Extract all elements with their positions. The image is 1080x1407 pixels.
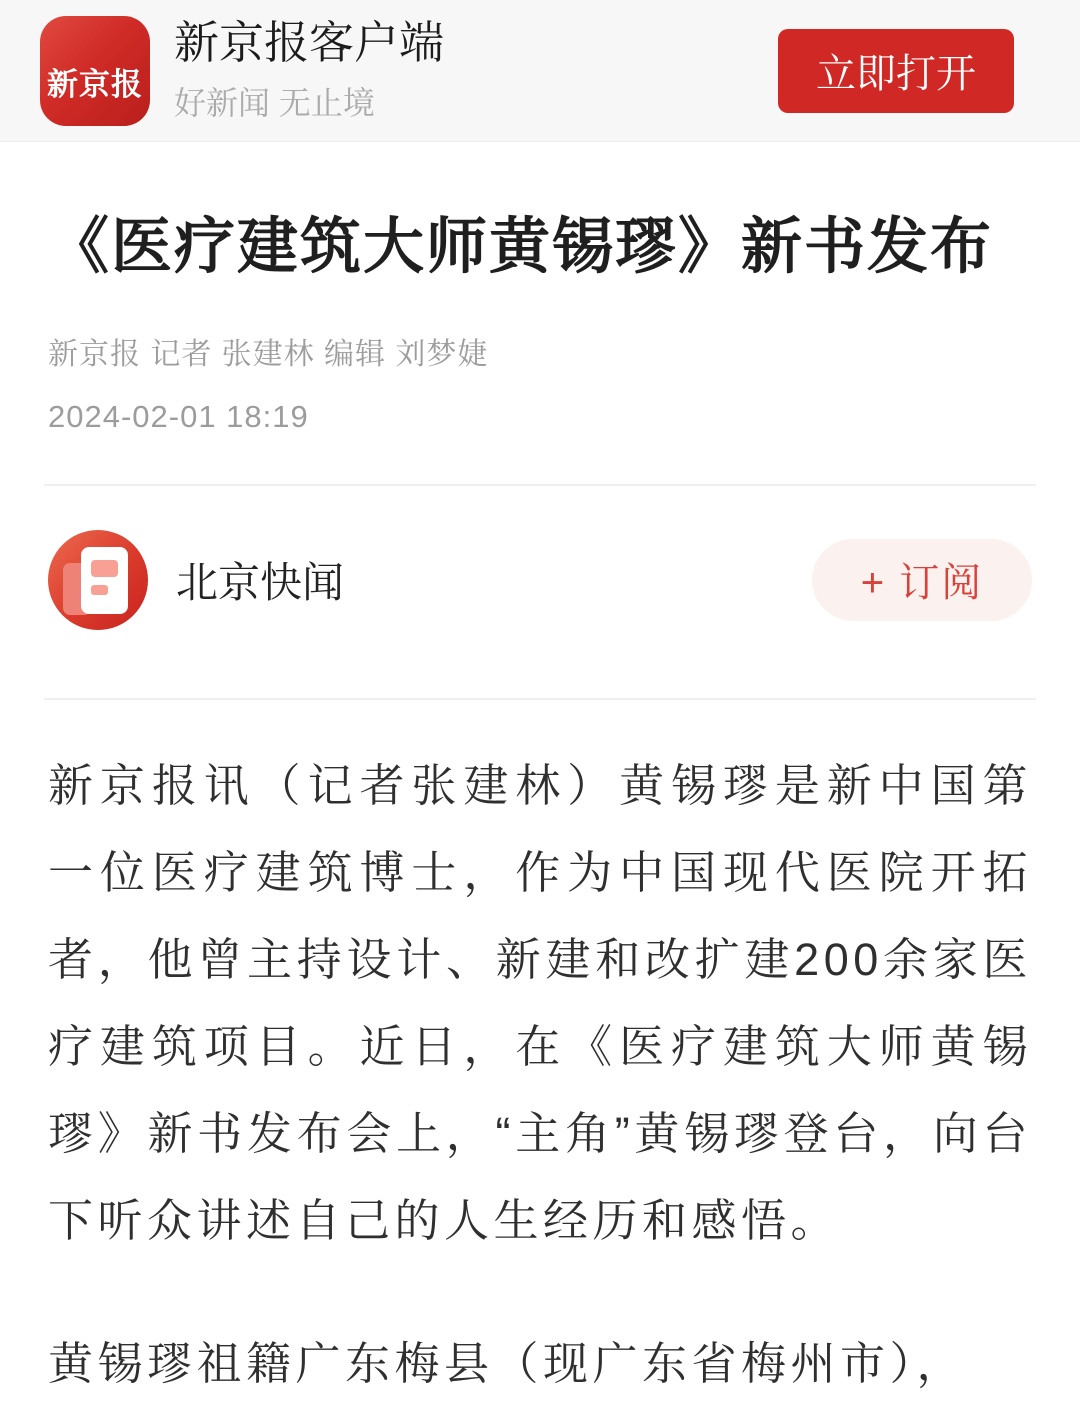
channel-row[interactable]	[48, 530, 1032, 630]
divider	[44, 484, 1036, 486]
open-app-button[interactable]: 立即打开	[778, 29, 1014, 113]
article-datetime: 2024-02-01 18:19	[48, 398, 309, 434]
article-byline: 新京报 记者 张建林 编辑 刘梦婕	[48, 337, 489, 371]
divider	[44, 698, 1036, 700]
article-body	[48, 742, 1032, 1407]
channel-name: 北京快闻	[176, 558, 345, 606]
app-logo-text: 新京报	[47, 66, 143, 102]
app-smart-banner	[0, 0, 1080, 142]
app-info	[174, 17, 444, 125]
app-logo-icon	[40, 16, 150, 126]
channel-newspaper-icon	[48, 530, 148, 630]
article-paragraph: 新京报讯（记者张建林）黄锡璆是新中国第一位医疗建筑博士，作为中国现代医院开拓者，他曾主持设计、新建和改扩建200余家医疗建筑项目。近日，在《医疗建筑大师黄锡璆》新书发布会上，“主角”黄锡璆登台，向台下听众讲述自己的人生经历和感悟。	[48, 759, 1032, 1246]
app-slogan: 好新闻 无止境	[174, 85, 375, 122]
subscribe-button[interactable]: + 订阅	[812, 539, 1032, 621]
article-page	[0, 206, 1080, 1407]
app-name: 新京报客户端	[174, 16, 445, 68]
article-paragraph: 黄锡璆祖籍广东梅县（现广东省梅州市），	[48, 1337, 967, 1389]
article-title: 《医疗建筑大师黄锡璆》新书发布	[48, 212, 994, 280]
